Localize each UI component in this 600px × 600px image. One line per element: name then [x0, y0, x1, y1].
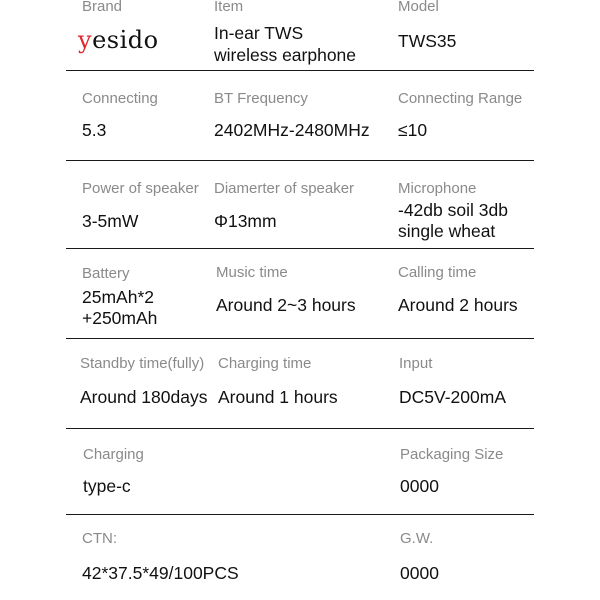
- diameter-of-speaker-label: Diamerter of speaker: [214, 180, 355, 197]
- power-of-speaker-value: 3-5mW: [82, 211, 139, 231]
- charging-time-label: Charging time: [218, 355, 312, 372]
- battery-value: 25mAh*2 +250mAh: [82, 287, 158, 328]
- calling-time-cell: [398, 264, 518, 316]
- model-value: TWS35: [398, 31, 457, 51]
- model-cell: [398, 0, 456, 52]
- microphone-label: Microphone: [398, 180, 477, 197]
- power-of-speaker-label: Power of speaker: [82, 180, 199, 197]
- packaging-size-label: Packaging Size: [400, 446, 504, 463]
- standby-time-value: Around 180days: [80, 387, 208, 407]
- ctn-cell: [82, 530, 239, 584]
- input-cell: [399, 355, 506, 408]
- diameter-of-speaker-cell: [214, 180, 354, 232]
- bt-frequency-value: 2402MHz-2480MHz: [214, 120, 370, 140]
- row-divider: [66, 428, 534, 429]
- row-divider: [66, 160, 534, 161]
- gw-label: G.W.: [400, 530, 434, 547]
- connecting-range-value: ≤10: [398, 120, 428, 140]
- row-divider: [66, 70, 534, 71]
- battery-cell: [82, 265, 157, 329]
- charging-value: type-c: [83, 476, 131, 496]
- music-time-value: Around 2~3 hours: [216, 295, 356, 315]
- row-divider: [66, 248, 534, 249]
- packaging-size-value: 0000: [400, 476, 439, 496]
- microphone-cell: [398, 180, 508, 242]
- bt-frequency-label: BT Frequency: [214, 90, 308, 107]
- music-time-label: Music time: [216, 264, 288, 281]
- charging-cell: [83, 446, 144, 497]
- ctn-value: 42*37.5*49/100PCS: [82, 563, 239, 583]
- microphone-value: -42db soil 3db single wheat: [398, 200, 508, 241]
- input-value: DC5V-200mA: [399, 387, 506, 407]
- brand-cell: [82, 0, 122, 16]
- packaging-size-cell: [400, 446, 503, 497]
- brand-logo: yesido: [78, 26, 159, 54]
- gw-value: 0000: [400, 563, 439, 583]
- connecting-label: Connecting: [82, 90, 158, 107]
- connecting-cell: [82, 90, 158, 141]
- charging-time-cell: [218, 355, 338, 408]
- battery-label: Battery: [82, 265, 130, 282]
- row-divider: [66, 514, 534, 515]
- ctn-label: CTN:: [82, 530, 117, 547]
- bt-frequency-cell: [214, 90, 370, 141]
- charging-time-value: Around 1 hours: [218, 387, 338, 407]
- row-divider: [66, 338, 534, 339]
- diameter-of-speaker-value: Φ13mm: [214, 211, 277, 231]
- standby-time-label: Standby time(fully): [80, 355, 205, 372]
- gw-cell: [400, 530, 439, 584]
- connecting-value: 5.3: [82, 120, 107, 140]
- standby-time-cell: [80, 355, 207, 408]
- connecting-range-label: Connecting Range: [398, 90, 523, 107]
- model-label: Model: [398, 0, 439, 15]
- item-cell: [214, 0, 356, 66]
- item-value: In-ear TWS wireless earphone: [214, 23, 357, 65]
- input-label: Input: [399, 355, 433, 372]
- charging-label: Charging: [83, 446, 144, 463]
- brand-label: Brand: [82, 0, 123, 15]
- calling-time-value: Around 2 hours: [398, 295, 518, 315]
- music-time-cell: [216, 264, 356, 316]
- connecting-range-cell: [398, 90, 522, 141]
- item-label: Item: [214, 0, 244, 15]
- calling-time-label: Calling time: [398, 264, 477, 281]
- power-of-speaker-cell: [82, 180, 199, 232]
